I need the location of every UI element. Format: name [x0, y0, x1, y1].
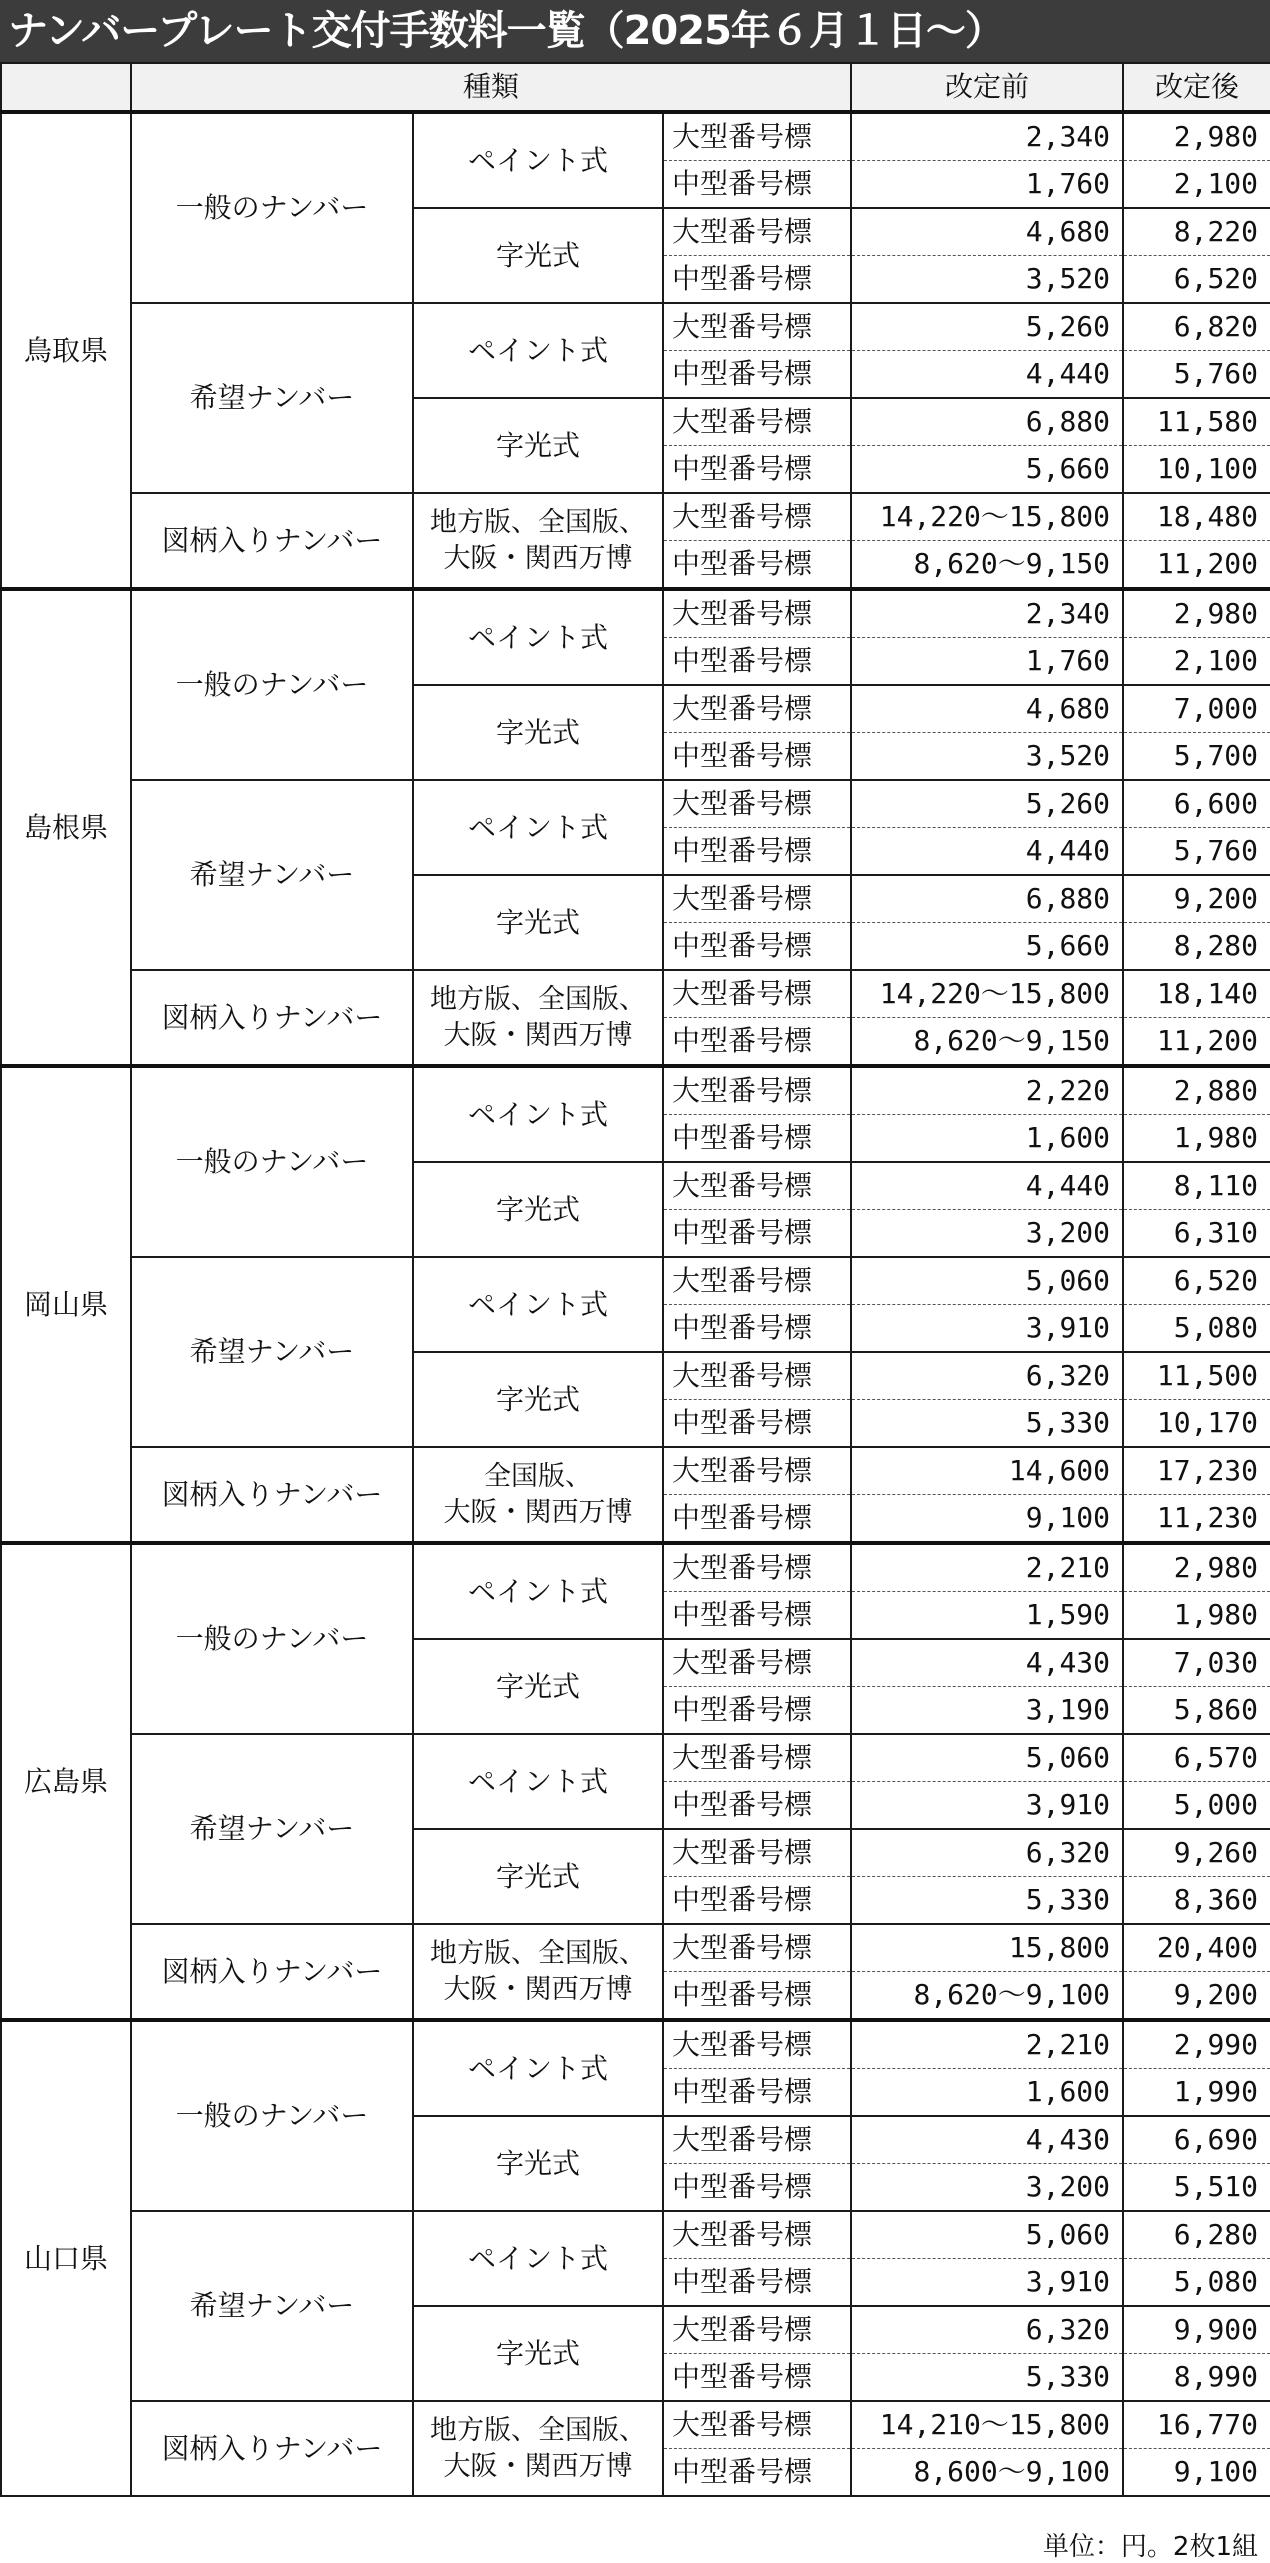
plate-size-label: 中型番号標: [663, 1877, 851, 1925]
fee-before: 9,100: [851, 1495, 1123, 1544]
plate-size-label: 中型番号標: [663, 1018, 851, 1067]
fee-after: 10,100: [1123, 446, 1270, 494]
fee-after: 1,990: [1123, 2069, 1270, 2117]
fee-after: 6,520: [1123, 1257, 1270, 1305]
fee-after: 16,770: [1123, 2401, 1270, 2449]
method-label: ペイント式: [413, 112, 663, 208]
design-method-label: [413, 1924, 663, 2020]
fee-after: 9,200: [1123, 1972, 1270, 2021]
fee-after: 6,690: [1123, 2116, 1270, 2164]
table-row: [1, 303, 1270, 351]
design-method-label: [413, 493, 663, 589]
plate-size-label: 中型番号標: [663, 2259, 851, 2307]
fee-after: 2,980: [1123, 112, 1270, 161]
plate-size-label: 大型番号標: [663, 2116, 851, 2164]
method-label: 字光式: [413, 875, 663, 970]
method-label: ペイント式: [413, 2020, 663, 2116]
fee-after: 2,100: [1123, 638, 1270, 686]
plate-size-label: 大型番号標: [663, 112, 851, 161]
category-label: 希望ナンバー: [131, 303, 413, 493]
plate-size-label: 中型番号標: [663, 828, 851, 876]
method-label: 字光式: [413, 398, 663, 493]
plate-size-label: 中型番号標: [663, 256, 851, 304]
category-label: 一般のナンバー: [131, 112, 413, 303]
fee-before: 8,620～9,150: [851, 1018, 1123, 1067]
fee-before: 6,320: [851, 1829, 1123, 1877]
unit-footnote: 単位：円。2枚1組: [1042, 2532, 1258, 2562]
fee-after: 2,100: [1123, 161, 1270, 209]
design-method-line: 大阪・関西万博: [443, 542, 633, 574]
header-type: 種類: [131, 63, 851, 112]
fee-after: 2,980: [1123, 1543, 1270, 1592]
table-row: [1, 2020, 1270, 2069]
fee-before: 3,200: [851, 1210, 1123, 1258]
page-title: ナンバープレート交付手数料一覧（2025年６月１日～）: [0, 0, 1270, 62]
fee-after: 5,760: [1123, 828, 1270, 876]
fee-after: 6,310: [1123, 1210, 1270, 1258]
plate-size-label: 大型番号標: [663, 685, 851, 733]
plate-size-label: 中型番号標: [663, 161, 851, 209]
fee-before: 1,600: [851, 1115, 1123, 1163]
fee-before: 4,440: [851, 351, 1123, 399]
fee-after: 9,200: [1123, 875, 1270, 923]
plate-size-label: 大型番号標: [663, 1924, 851, 1972]
prefecture-name: 島根県: [1, 589, 131, 1066]
table-row: [1, 2211, 1270, 2259]
category-label: 一般のナンバー: [131, 1543, 413, 1734]
header-pref-blank: [1, 63, 131, 112]
plate-size-label: 大型番号標: [663, 2306, 851, 2354]
plate-size-label: 中型番号標: [663, 1305, 851, 1353]
fee-after: 20,400: [1123, 1924, 1270, 1972]
plate-size-label: 大型番号標: [663, 208, 851, 256]
method-label: ペイント式: [413, 2211, 663, 2306]
fee-before: 3,520: [851, 733, 1123, 781]
method-label: 字光式: [413, 1639, 663, 1734]
method-label: ペイント式: [413, 780, 663, 875]
fee-after: 8,990: [1123, 2354, 1270, 2402]
header-row: [1, 63, 1270, 112]
fee-before: 2,210: [851, 2020, 1123, 2069]
table-row: [1, 112, 1270, 161]
fee-after: 2,980: [1123, 589, 1270, 638]
fee-after: 6,280: [1123, 2211, 1270, 2259]
plate-size-label: 大型番号標: [663, 1829, 851, 1877]
fee-before: 6,880: [851, 398, 1123, 446]
plate-size-label: 中型番号標: [663, 1115, 851, 1163]
table-row: [1, 1066, 1270, 1115]
category-label: 希望ナンバー: [131, 1257, 413, 1447]
plate-size-label: 大型番号標: [663, 780, 851, 828]
method-label: 字光式: [413, 2116, 663, 2211]
fee-before: 1,760: [851, 638, 1123, 686]
plate-size-label: 中型番号標: [663, 1972, 851, 2021]
fee-before: 5,330: [851, 1400, 1123, 1448]
fee-before: 2,340: [851, 589, 1123, 638]
fee-before: 14,600: [851, 1447, 1123, 1495]
plate-size-label: 中型番号標: [663, 2164, 851, 2212]
table-row: [1, 1734, 1270, 1782]
fee-after: 9,100: [1123, 2449, 1270, 2497]
plate-size-label: 大型番号標: [663, 1639, 851, 1687]
category-label: 希望ナンバー: [131, 780, 413, 970]
fee-before: 4,430: [851, 1639, 1123, 1687]
fee-before: 4,680: [851, 685, 1123, 733]
fee-after: 5,700: [1123, 733, 1270, 781]
plate-size-label: 中型番号標: [663, 923, 851, 971]
design-method-line: 大阪・関西万博: [443, 1019, 633, 1051]
fee-before: 14,210～15,800: [851, 2401, 1123, 2449]
fee-before: 2,220: [851, 1066, 1123, 1115]
plate-size-label: 中型番号標: [663, 351, 851, 399]
fee-before: 5,060: [851, 2211, 1123, 2259]
table-row: [1, 589, 1270, 638]
plate-size-label: 大型番号標: [663, 1162, 851, 1210]
plate-size-label: 大型番号標: [663, 303, 851, 351]
fee-before: 14,220～15,800: [851, 970, 1123, 1018]
method-label: ペイント式: [413, 1257, 663, 1352]
fee-before: 5,660: [851, 923, 1123, 971]
design-method-line: 地方版、全国版、: [430, 984, 646, 1016]
category-label: 一般のナンバー: [131, 589, 413, 780]
plate-size-label: 大型番号標: [663, 1352, 851, 1400]
fee-after: 8,280: [1123, 923, 1270, 971]
plate-size-label: 大型番号標: [663, 1734, 851, 1782]
fee-before: 2,340: [851, 112, 1123, 161]
fee-after: 9,900: [1123, 2306, 1270, 2354]
table-row: [1, 1257, 1270, 1305]
plate-size-label: 中型番号標: [663, 1782, 851, 1830]
plate-size-label: 中型番号標: [663, 1495, 851, 1544]
plate-size-label: 中型番号標: [663, 1210, 851, 1258]
fee-after: 5,000: [1123, 1782, 1270, 1830]
fee-after: 7,030: [1123, 1639, 1270, 1687]
fee-before: 4,440: [851, 828, 1123, 876]
fee-after: 18,140: [1123, 970, 1270, 1018]
method-label: ペイント式: [413, 303, 663, 398]
category-label: 図柄入りナンバー: [131, 1447, 413, 1543]
fee-before: 5,060: [851, 1257, 1123, 1305]
fee-after: 6,600: [1123, 780, 1270, 828]
fee-after: 8,360: [1123, 1877, 1270, 1925]
fee-before: 15,800: [851, 1924, 1123, 1972]
table-row: [1, 493, 1270, 541]
plate-size-label: 大型番号標: [663, 589, 851, 638]
fee-after: 11,230: [1123, 1495, 1270, 1544]
plate-size-label: 中型番号標: [663, 638, 851, 686]
fee-after: 11,500: [1123, 1352, 1270, 1400]
fee-before: 4,680: [851, 208, 1123, 256]
plate-size-label: 大型番号標: [663, 1257, 851, 1305]
fee-before: 5,330: [851, 1877, 1123, 1925]
plate-size-label: 大型番号標: [663, 1447, 851, 1495]
fee-before: 3,910: [851, 1305, 1123, 1353]
plate-size-label: 中型番号標: [663, 2069, 851, 2117]
table-row: [1, 1543, 1270, 1592]
category-label: 一般のナンバー: [131, 2020, 413, 2211]
prefecture-name: 山口県: [1, 2020, 131, 2496]
fee-before: 1,600: [851, 2069, 1123, 2117]
category-label: 図柄入りナンバー: [131, 970, 413, 1066]
plate-size-label: 中型番号標: [663, 1687, 851, 1735]
fee-after: 8,220: [1123, 208, 1270, 256]
fee-before: 5,060: [851, 1734, 1123, 1782]
category-label: 図柄入りナンバー: [131, 1924, 413, 2020]
fee-after: 9,260: [1123, 1829, 1270, 1877]
method-label: 字光式: [413, 2306, 663, 2401]
design-method-line: 地方版、全国版、: [430, 507, 646, 539]
method-label: ペイント式: [413, 589, 663, 685]
fee-after: 2,880: [1123, 1066, 1270, 1115]
fee-after: 5,080: [1123, 1305, 1270, 1353]
fee-after: 6,520: [1123, 256, 1270, 304]
method-label: ペイント式: [413, 1066, 663, 1162]
fee-before: 8,600～9,100: [851, 2449, 1123, 2497]
fee-before: 6,880: [851, 875, 1123, 923]
method-label: 字光式: [413, 1162, 663, 1257]
design-method-line: 地方版、全国版、: [430, 2415, 646, 2447]
design-method-label: [413, 970, 663, 1066]
prefecture-name: 広島県: [1, 1543, 131, 2020]
design-method-line: 大阪・関西万博: [443, 1496, 633, 1528]
fee-before: 3,910: [851, 2259, 1123, 2307]
fee-table: [0, 62, 1270, 2497]
category-label: 図柄入りナンバー: [131, 493, 413, 589]
plate-size-label: 大型番号標: [663, 1066, 851, 1115]
design-method-line: 全国版、: [484, 1461, 592, 1493]
fee-before: 1,760: [851, 161, 1123, 209]
design-method-line: 大阪・関西万博: [443, 1973, 633, 2005]
fee-before: 3,190: [851, 1687, 1123, 1735]
fee-after: 10,170: [1123, 1400, 1270, 1448]
plate-size-label: 大型番号標: [663, 2020, 851, 2069]
fee-before: 5,660: [851, 446, 1123, 494]
design-method-label: [413, 2401, 663, 2496]
fee-after: 6,820: [1123, 303, 1270, 351]
header-after: 改定後: [1123, 63, 1270, 112]
plate-size-label: 中型番号標: [663, 541, 851, 590]
plate-size-label: 中型番号標: [663, 2354, 851, 2402]
plate-size-label: 中型番号標: [663, 2449, 851, 2497]
fee-before: 3,910: [851, 1782, 1123, 1830]
fee-before: 8,620～9,100: [851, 1972, 1123, 2021]
fee-before: 2,210: [851, 1543, 1123, 1592]
fee-before: 8,620～9,150: [851, 541, 1123, 590]
fee-after: 6,570: [1123, 1734, 1270, 1782]
prefecture-name: 岡山県: [1, 1066, 131, 1543]
fee-after: 17,230: [1123, 1447, 1270, 1495]
category-label: 一般のナンバー: [131, 1066, 413, 1257]
table-row: [1, 970, 1270, 1018]
method-label: ペイント式: [413, 1734, 663, 1829]
table-row: [1, 780, 1270, 828]
fee-before: 4,430: [851, 2116, 1123, 2164]
fee-after: 11,200: [1123, 541, 1270, 590]
design-method-line: 大阪・関西万博: [443, 2450, 633, 2482]
plate-size-label: 大型番号標: [663, 970, 851, 1018]
plate-size-label: 大型番号標: [663, 398, 851, 446]
plate-size-label: 中型番号標: [663, 1592, 851, 1640]
fee-after: 8,110: [1123, 1162, 1270, 1210]
fee-after: 1,980: [1123, 1592, 1270, 1640]
fee-before: 4,440: [851, 1162, 1123, 1210]
table-row: [1, 1924, 1270, 1972]
category-label: 希望ナンバー: [131, 1734, 413, 1924]
plate-size-label: 中型番号標: [663, 446, 851, 494]
fee-after: 1,980: [1123, 1115, 1270, 1163]
header-before: 改定前: [851, 63, 1123, 112]
design-method-line: 地方版、全国版、: [430, 1938, 646, 1970]
plate-size-label: 中型番号標: [663, 733, 851, 781]
fee-before: 3,200: [851, 2164, 1123, 2212]
fee-after: 11,200: [1123, 1018, 1270, 1067]
fee-after: 5,860: [1123, 1687, 1270, 1735]
fee-after: 2,990: [1123, 2020, 1270, 2069]
fee-after: 11,580: [1123, 398, 1270, 446]
fee-after: 7,000: [1123, 685, 1270, 733]
fee-before: 5,330: [851, 2354, 1123, 2402]
method-label: 字光式: [413, 685, 663, 780]
method-label: ペイント式: [413, 1543, 663, 1639]
category-label: 図柄入りナンバー: [131, 2401, 413, 2496]
plate-size-label: 大型番号標: [663, 2401, 851, 2449]
design-method-label: [413, 1447, 663, 1543]
fee-before: 6,320: [851, 2306, 1123, 2354]
table-row: [1, 1447, 1270, 1495]
fee-before: 14,220～15,800: [851, 493, 1123, 541]
fee-before: 1,590: [851, 1592, 1123, 1640]
method-label: 字光式: [413, 208, 663, 303]
category-label: 希望ナンバー: [131, 2211, 413, 2401]
table-row: [1, 2401, 1270, 2449]
plate-size-label: 大型番号標: [663, 875, 851, 923]
method-label: 字光式: [413, 1829, 663, 1924]
plate-size-label: 中型番号標: [663, 1400, 851, 1448]
fee-table-body: [1, 112, 1270, 2496]
fee-before: 5,260: [851, 780, 1123, 828]
fee-after: 5,080: [1123, 2259, 1270, 2307]
prefecture-name: 鳥取県: [1, 112, 131, 589]
plate-size-label: 大型番号標: [663, 2211, 851, 2259]
fee-after: 5,760: [1123, 351, 1270, 399]
fee-before: 5,260: [851, 303, 1123, 351]
method-label: 字光式: [413, 1352, 663, 1447]
fee-before: 6,320: [851, 1352, 1123, 1400]
plate-size-label: 大型番号標: [663, 1543, 851, 1592]
fee-after: 5,510: [1123, 2164, 1270, 2212]
plate-size-label: 大型番号標: [663, 493, 851, 541]
fee-before: 3,520: [851, 256, 1123, 304]
fee-after: 18,480: [1123, 493, 1270, 541]
